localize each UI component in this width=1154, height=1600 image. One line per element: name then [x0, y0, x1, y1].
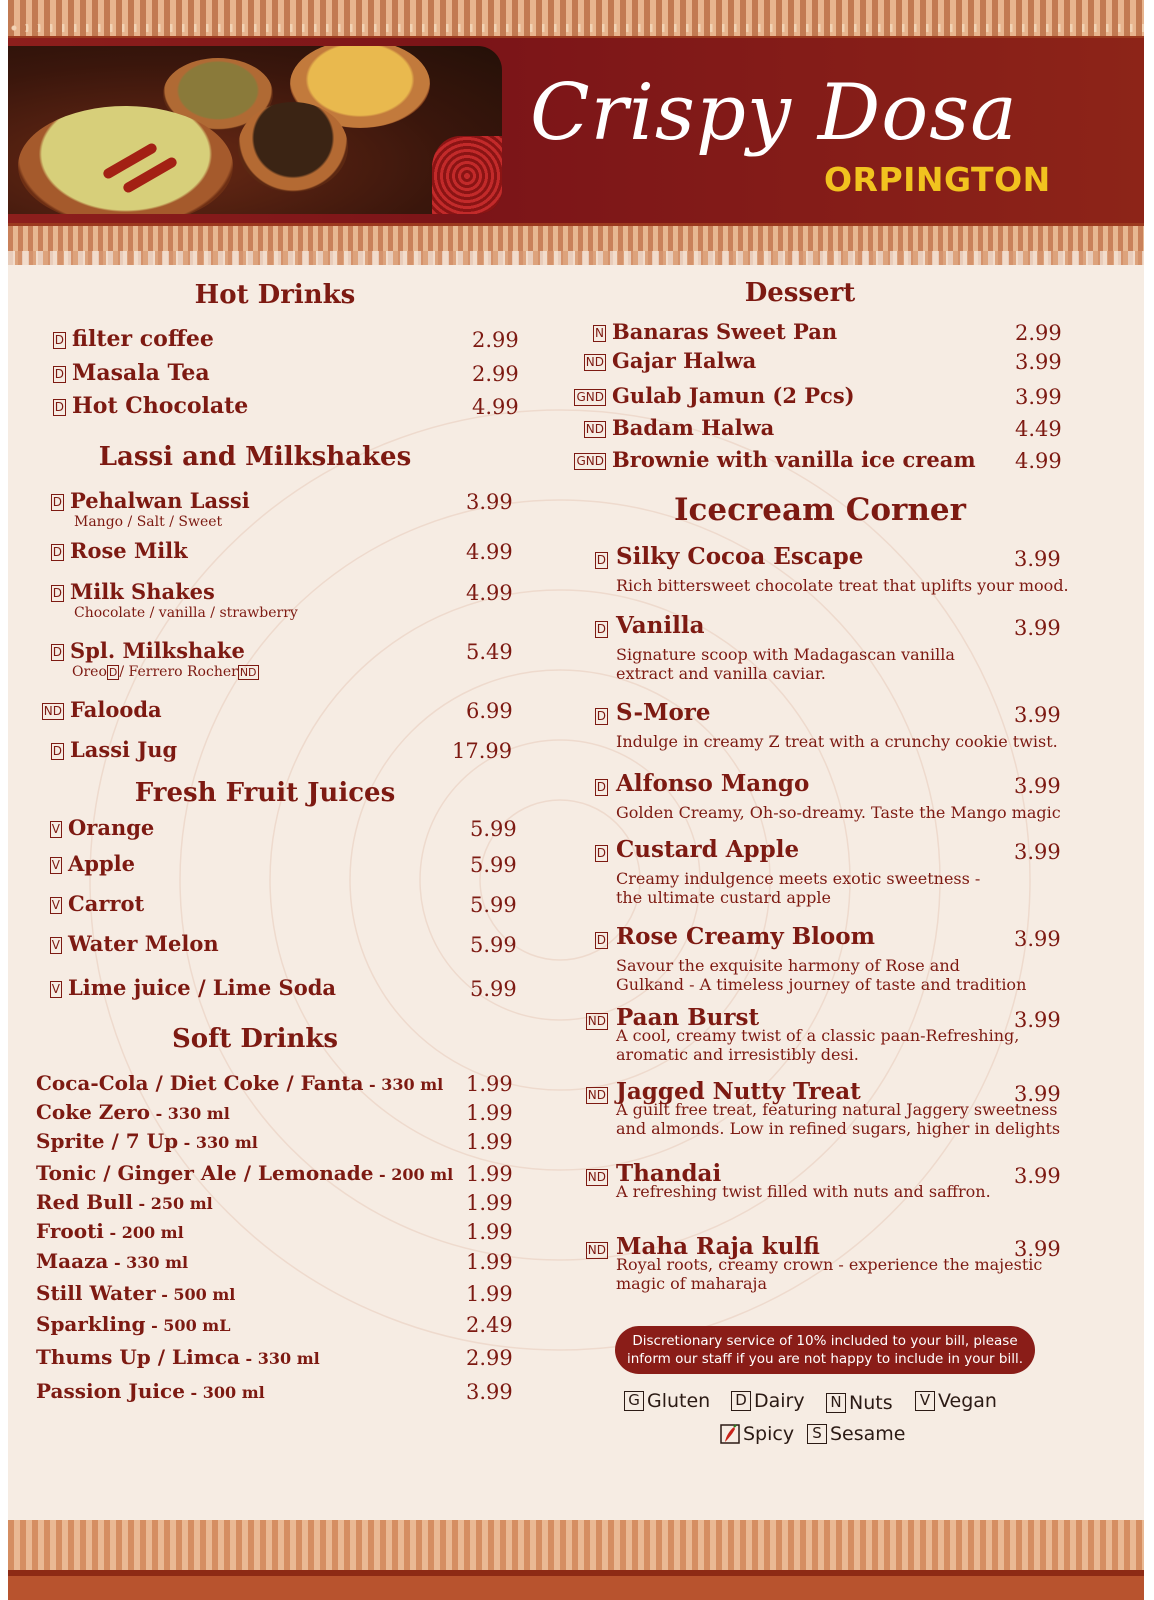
legend-spicy [720, 1423, 794, 1445]
icecream-item: Rose Creamy Bloom [616, 923, 875, 950]
allergen-code: ND [587, 1014, 606, 1028]
header-lace-border [8, 223, 1144, 265]
icecream-item: Thandai [616, 1160, 722, 1187]
service-note-line: inform our staff if you are not happy to include in your bill. [627, 1351, 1023, 1367]
item-price: 1.99 [466, 1250, 513, 1274]
item-price: 2.49 [466, 1313, 513, 1337]
menu-item: Carrot [68, 891, 145, 916]
service-charge-note [615, 1326, 1035, 1374]
menu-item: Milk Shakes [70, 579, 215, 604]
legend-label: Nuts [849, 1392, 893, 1414]
allergen-tag [50, 981, 62, 998]
item-price: 6.99 [466, 699, 513, 723]
section-title-dessert: Dessert [744, 278, 856, 308]
icecream-item: Jagged Nutty Treat [616, 1078, 861, 1105]
soft-drink-name: Sparkling [36, 1312, 146, 1336]
item-price: 4.99 [1015, 449, 1062, 473]
icecream-description [616, 1026, 1019, 1064]
icecream-item: Silky Cocoa Escape [616, 543, 864, 570]
allergen-tag [51, 544, 64, 561]
top-lace-border [8, 0, 1144, 38]
allergen-tag [42, 703, 64, 720]
description-line: extract and vanilla caviar. [616, 664, 826, 683]
section-title-lassi: Lassi and Milkshakes [98, 442, 412, 472]
menu-item: Water Melon [68, 931, 219, 956]
soft-drink-item [36, 1379, 265, 1403]
allergen-tag [53, 399, 66, 416]
soft-drink-item [36, 1161, 453, 1185]
allergen-code: D [54, 333, 64, 347]
soft-drink-size: - 300 ml [184, 1383, 265, 1402]
soft-drink-name: Tonic / Ginger Ale / Lemonade [36, 1161, 374, 1185]
item-price: 2.99 [466, 1346, 513, 1370]
menu-item: Rose Milk [70, 538, 188, 563]
description-line: magic of maharaja [616, 1274, 767, 1293]
cloth-image [432, 136, 502, 214]
menu-item: Pehalwan Lassi [70, 488, 250, 513]
soft-drink-size: - 200 ml [103, 1223, 184, 1242]
item-price: 5.99 [470, 853, 517, 877]
item-price: 4.99 [466, 540, 513, 564]
allergen-code: ND [239, 665, 257, 679]
legend-sesame [807, 1423, 906, 1445]
allergen-code: D [52, 645, 62, 659]
menu-item: Hot Chocolate [72, 393, 249, 419]
allergen-tag [574, 453, 606, 470]
soft-drink-size: - 330 ml [363, 1075, 444, 1094]
section-title-juices: Fresh Fruit Juices [134, 778, 396, 808]
description-line: aromatic and irresistibly desi. [616, 1045, 859, 1064]
allergen-tag [595, 552, 608, 569]
soft-drink-item [36, 1219, 184, 1243]
item-price: 3.99 [466, 490, 513, 514]
allergen-tag [586, 1242, 608, 1259]
restaurant-location: ORPINGTON [824, 160, 1051, 199]
allergen-code: D [52, 744, 62, 758]
soft-drink-item [36, 1249, 188, 1273]
allergen-tag [586, 1087, 608, 1104]
description-line: Savour the exquisite harmony of Rose and [616, 956, 960, 975]
soft-drink-name: Sprite / 7 Up [36, 1129, 179, 1153]
item-price: 4.99 [466, 581, 513, 605]
item-price: 5.99 [470, 817, 517, 841]
soft-drink-size: - 250 ml [132, 1194, 213, 1213]
note-text: Oreo [72, 664, 107, 680]
item-price: 5.49 [466, 640, 513, 664]
item-price: 2.99 [1015, 321, 1062, 345]
menu-item: Spl. Milkshake [70, 638, 245, 663]
soft-drink-item [36, 1281, 235, 1305]
allergen-code: D [108, 665, 118, 679]
item-price: 5.99 [470, 893, 517, 917]
soft-drink-size: - 500 mL [145, 1316, 231, 1335]
allergen-tag [595, 779, 608, 796]
allergen-tag [53, 366, 66, 383]
soft-drink-size: - 330 ml [150, 1104, 230, 1123]
description-line: Royal roots, creamy crown - experience the majestic [616, 1255, 1043, 1274]
menu-item: Orange [68, 815, 155, 840]
allergen-tag [50, 821, 62, 838]
icecream-item: Maha Raja kulfi [616, 1233, 820, 1260]
item-price: 3.99 [1014, 703, 1061, 727]
allergen-code: ND [585, 422, 604, 436]
soft-drink-item [36, 1129, 258, 1153]
allergen-tag [51, 585, 64, 602]
dessert-item: Brownie with vanilla ice cream [612, 447, 976, 472]
allergen-code: ND [43, 704, 62, 718]
allergen-tag [51, 644, 64, 661]
soft-drink-size: - 200 ml [373, 1165, 454, 1184]
item-price: 3.99 [1014, 1237, 1061, 1261]
item-note: Chocolate / vanilla / strawberry [74, 605, 298, 621]
allergen-tag [53, 332, 66, 349]
allergen-code: D [596, 622, 606, 636]
soft-drink-item [36, 1190, 213, 1214]
icecream-item: Paan Burst [616, 1004, 760, 1031]
icecream-description [616, 1255, 1042, 1293]
item-note: Mango / Salt / Sweet [74, 514, 223, 530]
item-price: 4.49 [1015, 417, 1062, 441]
allergen-tag [586, 1013, 608, 1030]
icecream-description [616, 869, 980, 907]
legend-label: Vegan [938, 1390, 997, 1412]
soft-drink-name: Maaza [36, 1249, 109, 1273]
allergen-code: D [54, 400, 64, 414]
dessert-item: Gulab Jamun (2 Pcs) [612, 383, 855, 408]
allergen-code: V [51, 982, 60, 996]
item-price: 1.99 [466, 1191, 513, 1215]
icecream-item: Alfonso Mango [616, 770, 810, 797]
legend-label: Dairy [754, 1390, 805, 1412]
item-price: 5.99 [470, 933, 517, 957]
item-price: 17.99 [452, 739, 513, 763]
allergen-tag [595, 621, 608, 638]
allergen-code: V [51, 938, 60, 952]
note-text: / Ferrero Rocher [119, 664, 238, 680]
icecream-description [616, 645, 955, 683]
icecream-description [616, 1182, 991, 1201]
item-price: 1.99 [466, 1072, 513, 1096]
menu-item: Falooda [70, 697, 162, 722]
icecream-description [616, 956, 1026, 994]
menu-item: filter coffee [72, 326, 214, 352]
section-title-icecream: Icecream Corner [674, 492, 966, 528]
menu-item: Apple [68, 851, 135, 876]
allergen-tag [593, 325, 606, 342]
allergen-code: ND [585, 355, 604, 369]
item-price: 3.99 [1014, 1008, 1061, 1032]
chili-icon [720, 1424, 740, 1444]
allergen-tag [595, 932, 608, 949]
item-price: 1.99 [466, 1162, 513, 1186]
icecream-description [616, 803, 1061, 822]
description-line: Signature scoop with Madagascan vanilla [616, 645, 955, 664]
allergen-tag [574, 389, 606, 406]
soft-drink-name: Coke Zero [36, 1100, 151, 1124]
item-price: 3.99 [1015, 350, 1062, 374]
allergen-code: V [51, 898, 60, 912]
item-price: 3.99 [1014, 927, 1061, 951]
description-line: A guilt free treat, featuring natural Jaggery sweetness [616, 1100, 1058, 1119]
legend-gluten [624, 1390, 710, 1412]
legend-label: Sesame [830, 1423, 906, 1445]
soft-drink-name: Passion Juice [36, 1379, 185, 1403]
dessert-item: Gajar Halwa [612, 348, 757, 373]
soft-drink-size: - 330 ml [108, 1253, 189, 1272]
item-price: 3.99 [1014, 1082, 1061, 1106]
allergen-code: V [51, 822, 60, 836]
soft-drink-item [36, 1071, 443, 1095]
soft-drink-item [36, 1100, 230, 1124]
allergen-code: D [596, 553, 606, 567]
dairy-key: D [731, 1391, 751, 1411]
allergen-tag [51, 494, 64, 511]
dessert-item: Banaras Sweet Pan [612, 319, 838, 344]
item-price: 1.99 [466, 1130, 513, 1154]
allergen-tag [595, 708, 608, 725]
vegan-key: V [915, 1391, 935, 1411]
allergen-code: D [596, 846, 606, 860]
allergen-code: D [52, 586, 62, 600]
soft-drink-name: Still Water [36, 1281, 156, 1305]
description-line: Golden Creamy, Oh-so-dreamy. Taste the Mango magic [616, 803, 1061, 822]
gluten-key: G [624, 1391, 644, 1411]
item-price: 1.99 [466, 1282, 513, 1306]
icecream-item: Custard Apple [616, 836, 800, 863]
item-price: 3.99 [1014, 1164, 1061, 1188]
soft-drink-size: - 330 ml [178, 1133, 258, 1152]
description-line: Gulkand - A timeless journey of taste and tradition [616, 975, 1027, 994]
allergen-code: D [52, 495, 62, 509]
allergen-code: D [596, 780, 606, 794]
item-price: 3.99 [1014, 547, 1061, 571]
allergen-code: N [595, 326, 604, 340]
allergen-tag [584, 421, 606, 438]
section-title-soft-drinks: Soft Drinks [171, 1024, 339, 1054]
soft-drink-item [36, 1345, 320, 1369]
soft-drink-name: Thums Up / Limca [36, 1345, 240, 1369]
item-price: 3.99 [1014, 616, 1061, 640]
allergen-code: GND [576, 390, 604, 404]
allergen-tag [584, 354, 606, 371]
item-price: 3.99 [1014, 774, 1061, 798]
allergen-tag [586, 1169, 608, 1186]
icecream-item: S-More [616, 699, 711, 726]
item-price: 1.99 [466, 1101, 513, 1125]
allergen-tag [50, 897, 62, 914]
allergen-code: D [596, 933, 606, 947]
nuts-key: N [826, 1393, 846, 1413]
allergen-code: GND [576, 454, 604, 468]
bottom-lace-border [8, 1520, 1144, 1600]
dessert-item: Badam Halwa [612, 415, 775, 440]
bowl-image [238, 102, 348, 192]
allergen-code: ND [587, 1170, 606, 1184]
soft-drink-size: - 330 ml [239, 1349, 320, 1368]
allergen-code: ND [587, 1088, 606, 1102]
legend-vegan [915, 1390, 997, 1412]
allergen-code: ND [587, 1243, 606, 1257]
item-price: 3.99 [1014, 840, 1061, 864]
item-note [72, 664, 259, 680]
description-line: Indulge in creamy Z treat with a crunchy cookie twist. [616, 732, 1058, 751]
icecream-item: Vanilla [616, 612, 705, 639]
allergen-tag [595, 845, 608, 862]
allergen-tag [51, 743, 64, 760]
item-price: 2.99 [472, 362, 519, 386]
sesame-key: S [807, 1424, 827, 1444]
description-line: Creamy indulgence meets exotic sweetness - [616, 869, 981, 888]
item-price: 3.99 [1015, 385, 1062, 409]
item-price: 4.99 [472, 395, 519, 419]
soft-drink-size: - 500 ml [155, 1285, 236, 1304]
item-price: 2.99 [472, 328, 519, 352]
food-photo [8, 46, 502, 214]
allergen-code: D [52, 545, 62, 559]
legend-label: Gluten [647, 1390, 711, 1412]
icecream-description [616, 1100, 1060, 1138]
service-note-line: Discretionary service of 10% included to your bill, please [632, 1333, 1018, 1349]
menu-item: Lime juice / Lime Soda [68, 975, 337, 1000]
soft-drink-name: Frooti [36, 1219, 104, 1243]
item-price: 1.99 [466, 1220, 513, 1244]
icecream-description [616, 576, 1069, 595]
allergen-code: V [51, 858, 60, 872]
menu-item: Masala Tea [72, 360, 210, 386]
allergen-code: D [54, 367, 64, 381]
description-line: and almonds. Low in refined sugars, higher in delights [616, 1119, 1061, 1138]
legend-dairy [731, 1390, 805, 1412]
item-price: 5.99 [470, 977, 517, 1001]
allergen-tag [50, 937, 62, 954]
menu-item: Lassi Jug [70, 737, 178, 762]
item-price: 3.99 [466, 1380, 513, 1404]
description-line: the ultimate custard apple [616, 888, 831, 907]
description-line: A cool, creamy twist of a classic paan-Refreshing, [616, 1026, 1020, 1045]
allergen-code: D [596, 709, 606, 723]
legend-label: Spicy [743, 1423, 795, 1445]
description-line: A refreshing twist filled with nuts and saffron. [616, 1182, 991, 1201]
description-line: Rich bittersweet chocolate treat that uplifts your mood. [616, 576, 1069, 595]
soft-drink-name: Coca-Cola / Diet Coke / Fanta [36, 1071, 364, 1095]
restaurant-title: Crispy Dosa [530, 68, 1018, 158]
soft-drink-name: Red Bull [36, 1190, 133, 1214]
legend-nuts [826, 1392, 893, 1414]
allergen-tag [50, 857, 62, 874]
section-title-hot-drinks: Hot Drinks [194, 280, 356, 310]
icecream-description [616, 732, 1058, 751]
soft-drink-item [36, 1312, 230, 1336]
